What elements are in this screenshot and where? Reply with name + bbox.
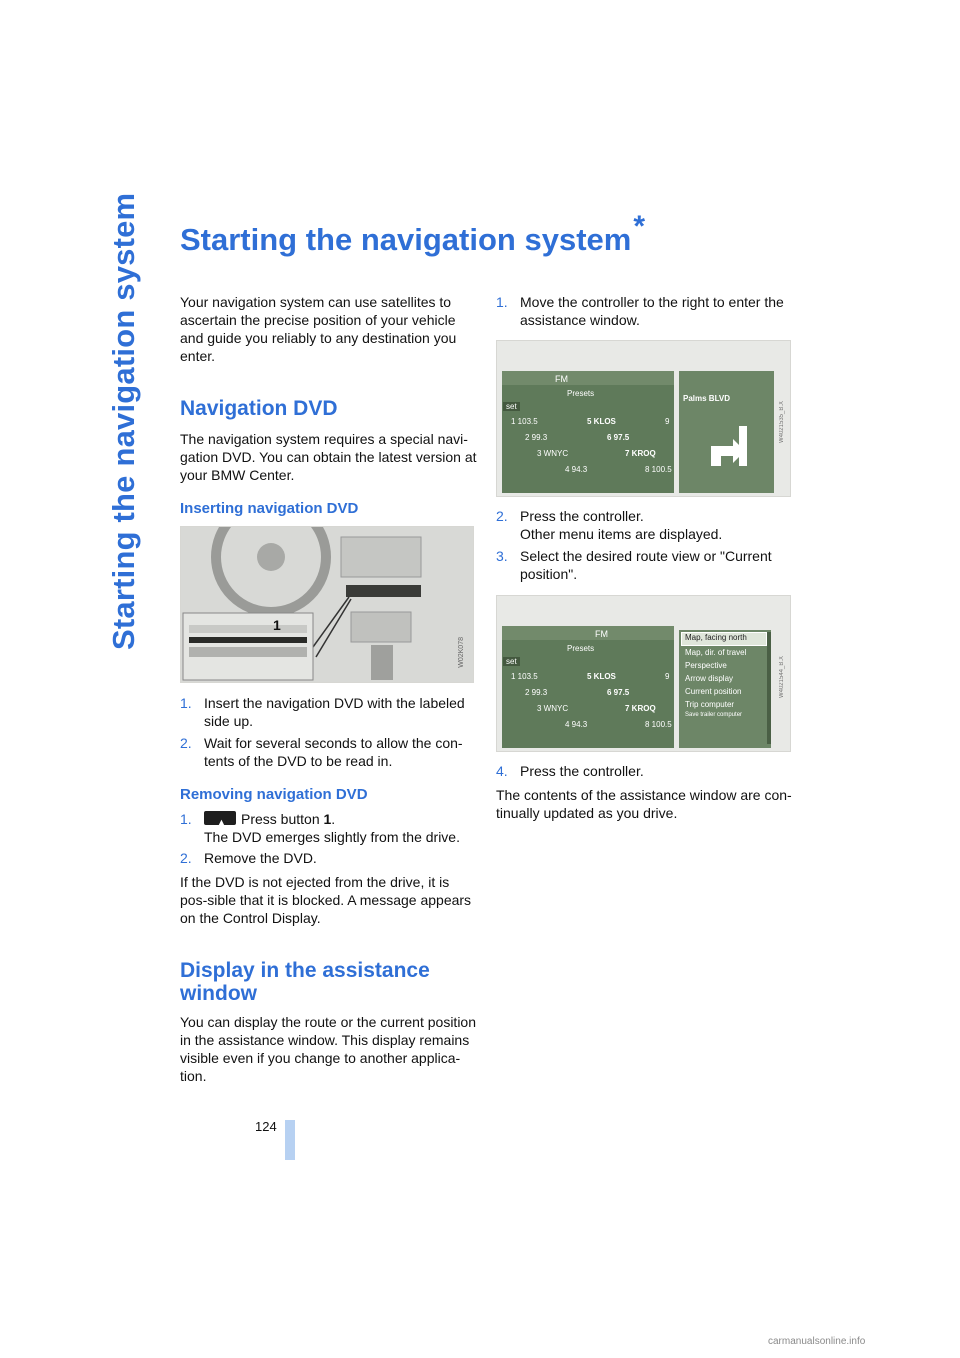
optional-equipment-star: * (633, 210, 646, 243)
step-number: 2. (180, 850, 192, 866)
step-number: 2. (180, 735, 192, 751)
nav-dvd-paragraph: The navigation system requires a special navi-gation DVD. You can obtain the latest version at your BMW Center. (180, 431, 477, 483)
menu-item-arrow-display[interactable]: Arrow display (685, 674, 734, 683)
menu-item-trip-computer[interactable]: Trip computer (685, 700, 735, 709)
step-text: Select the desired route view or "Current position". (520, 548, 772, 582)
sidebar-section-title: Starting the navigation system (106, 192, 141, 650)
assistance-heading: Display in the assistance window (180, 959, 430, 1005)
fm-label: FM (555, 374, 568, 384)
step-number: 3. (496, 548, 508, 564)
presets-label: Presets (567, 389, 595, 398)
step-text-line2: Other menu items are displayed. (520, 526, 723, 542)
set-label: set (503, 657, 520, 666)
menu-item-map-facing-north[interactable]: Map, facing north (685, 633, 747, 642)
step-text: Insert the navigation DVD with the labeled side up. (204, 695, 465, 729)
step-text: Press the controller. (520, 508, 644, 524)
button-ref: 1 (323, 811, 332, 827)
street-name: Palms BLVD (683, 394, 730, 403)
assist-step-3 (496, 547, 796, 583)
step-number: 4. (496, 763, 508, 779)
step-number: 1. (496, 294, 508, 310)
page-marker-bar (285, 1120, 295, 1160)
step-text-line2: The DVD emerges slightly from the drive. (204, 829, 460, 845)
step-number: 2. (496, 508, 508, 524)
image-code: W4021535_B.X (779, 401, 785, 444)
dashboard-photo (180, 526, 474, 683)
insert-step-1 (180, 694, 480, 730)
page-title: Starting the navigation system* (180, 210, 646, 257)
image-code: W02K078 (458, 637, 465, 668)
step-number: 1. (180, 695, 192, 711)
inserting-dvd-heading: Inserting navigation DVD (180, 500, 359, 517)
step-text: Wait for several seconds to allow the con-tents of the DVD to be read in. (204, 735, 463, 769)
assist-step-4 (496, 762, 796, 780)
step-text: Press button (241, 811, 324, 827)
step-text: Move the controller to the right to enter the assistance window. (520, 294, 784, 328)
assistance-closing: The contents of the assistance window are con-tinually updated as you drive. (496, 787, 792, 821)
assist-step-1 (496, 293, 796, 329)
remove-step-2 (180, 849, 480, 867)
page-number: 124 (255, 1119, 277, 1134)
nav-dvd-heading: Navigation DVD (180, 397, 338, 420)
removing-dvd-heading: Removing navigation DVD (180, 786, 368, 803)
remove-step-1: 1. ▲ Press button 1. The DVD emerges slightly from the drive. (180, 811, 460, 845)
image-code: W4021544_B.X (779, 656, 785, 699)
insert-step-2 (180, 734, 480, 770)
menu-item-save[interactable]: Save trailer computer (685, 712, 743, 718)
menu-scrollbar[interactable] (767, 632, 771, 744)
assistance-paragraph: You can display the route or the current position in the assistance window. This display remains visible even if you change to another applica-tion. (180, 1014, 477, 1084)
set-label: set (503, 402, 520, 411)
menu-item-perspective[interactable]: Perspective (685, 661, 727, 670)
route-view-menu-screenshot: FM Presets set 1 103.5 5 KLOS 9 2 99.3 6 97.5 3 WNYC 7 KROQ 4 94.3 8 100.5 Map, facing north Map, dir. of travel Perspective Arrow display Current position Trip computer Save trailer computer W4021544_B.X (496, 595, 791, 752)
eject-note: If the DVD is not ejected from the drive, it is pos-sible that it is blocked. A message appears on the Control Display. (180, 874, 472, 926)
turn-right-arrow-icon (703, 421, 753, 471)
intro-paragraph: Your navigation system can use satellites to ascertain the precise position of your vehicle and guide you reliably to any destination you enter. (180, 294, 457, 364)
step-text: Remove the DVD. (204, 850, 317, 866)
menu-item-current-position[interactable]: Current position (685, 687, 742, 696)
button-callout-1: 1 (273, 617, 281, 633)
step-text: Press the controller. (520, 763, 644, 779)
site-watermark: carmanualsonline.info (768, 1336, 866, 1347)
eject-button-icon: ▲ (204, 811, 236, 825)
presets-label: Presets (567, 644, 595, 653)
step-number: 1. (180, 811, 192, 827)
assist-step-2 (496, 507, 796, 543)
menu-item-map-dir-travel[interactable]: Map, dir. of travel (685, 648, 747, 657)
fm-label: FM (595, 629, 608, 639)
assistance-window-screenshot: FM Presets set 1 103.5 5 KLOS 9 2 99.3 6 97.5 3 WNYC 7 KROQ 4 94.3 8 100.5 Palms BLVD W4021535_B.X (496, 340, 791, 497)
